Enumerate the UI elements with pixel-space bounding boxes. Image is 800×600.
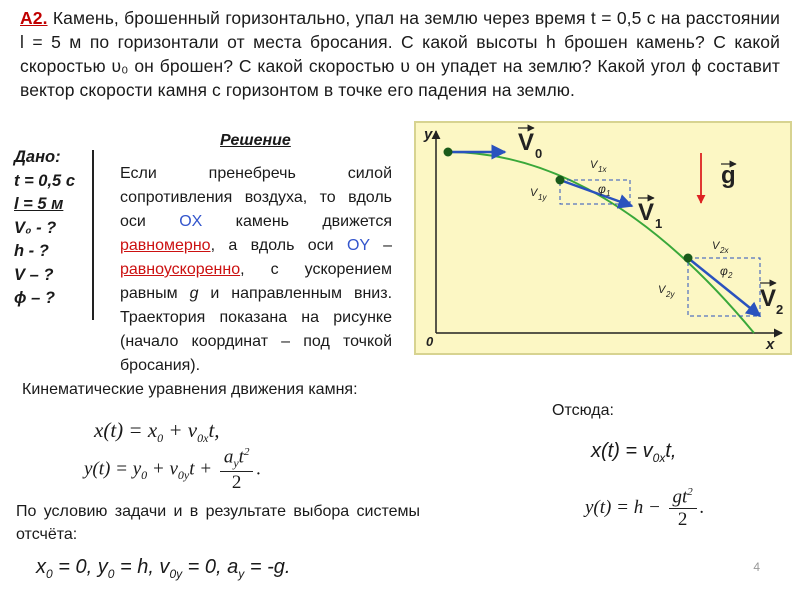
eq-sub: 0: [157, 431, 164, 446]
point-2: [684, 254, 693, 263]
solution-text: [120, 162, 392, 378]
v2-label-sub: 2: [776, 302, 784, 317]
g-label: g: [721, 162, 736, 189]
eq-part: t,: [208, 418, 220, 442]
v2x-label-sub: 2x: [720, 246, 729, 255]
v0-label-sub: 0: [535, 146, 543, 161]
eq-sub: y: [238, 567, 245, 581]
uniform-term: равномерно: [120, 237, 211, 254]
v1y-label-sub: 1y: [538, 193, 547, 202]
kinematics-heading: Кинематические уравнения движения камня:: [22, 381, 358, 398]
frac-part: a: [223, 446, 234, 468]
axis-ox-label: OX: [179, 213, 203, 230]
frac-part: gt: [672, 486, 688, 508]
solution-part: камень движется: [202, 213, 392, 230]
given-title: Дано:: [14, 148, 61, 166]
given-distance: l = 5 м: [14, 195, 64, 213]
eq-part: = -g.: [244, 556, 291, 578]
phi1-label: φ: [598, 182, 606, 196]
hence-label: Отсюда:: [552, 402, 614, 419]
eq-sub: 0x: [197, 431, 209, 446]
v1x-label-sub: 1x: [598, 165, 607, 174]
v2y-label-sub: 2y: [666, 290, 675, 299]
problem-statement: [20, 6, 780, 102]
figure-background: [415, 122, 791, 354]
eq-part: t,: [665, 440, 677, 462]
solution-part: , а вдоль оси: [210, 237, 347, 254]
frac-part: t: [238, 446, 244, 468]
v2x-label: V: [712, 240, 720, 252]
problem-text: Камень, брошенный горизонтально, упал на землю через время t = 0,5 с на расстоянии l = 5 м по горизонтали от места бросания. С какой высоты h брошен камень? С какой скоростью υ₀ он брошен? С какой скоростью υ он упадет на землю? Какой угол ϕ составит вектор скорости камня с горизонтом в точке его падения на землю.: [20, 8, 780, 100]
given-block: [14, 146, 75, 311]
y-equation: [84, 446, 261, 494]
v1x-label: V: [590, 159, 598, 171]
origin-label: 0: [426, 334, 434, 349]
x-axis-label: x: [766, 336, 775, 353]
v2-label: V: [760, 285, 777, 312]
find-h: h - ?: [14, 242, 49, 260]
eq-part: y(t) = y: [84, 458, 142, 480]
phi1-label-sub: 1: [606, 189, 611, 198]
eq-part: .: [256, 458, 262, 480]
eq-part: t +: [189, 458, 217, 480]
find-phi: ϕ – ?: [14, 289, 55, 307]
point-1: [556, 176, 565, 185]
frac-den: 2: [231, 472, 242, 494]
eq-sub: 0: [46, 567, 53, 581]
eq-part: + v: [147, 458, 178, 480]
initial-conditions: [36, 556, 290, 581]
given-time: t = 0,5 с: [14, 171, 75, 190]
conditions-text: По условию задачи и в результате выбора системы отсчёта:: [16, 503, 420, 543]
v0-label: V: [518, 129, 535, 156]
v1-label-sub: 1: [655, 216, 663, 231]
solution-part: , с ускорением равным: [120, 261, 392, 302]
y-axis-label: y: [424, 126, 433, 143]
gravity-fraction: [669, 486, 697, 531]
eq-part: y(t) = h −: [585, 497, 666, 519]
g-symbol: g: [189, 285, 199, 302]
eq-sub: 0y: [177, 468, 190, 483]
eq-part: + v: [163, 418, 198, 442]
v2y-label: V: [658, 284, 666, 296]
find-v0: V₀ - ?: [14, 218, 57, 237]
trajectory-figure: [414, 121, 792, 355]
find-v: V – ?: [14, 265, 54, 284]
phi2-label: φ: [720, 264, 728, 278]
page-number: 4: [753, 560, 760, 574]
eq-part: x(t) = v: [591, 440, 653, 462]
solution-part: –: [369, 237, 392, 254]
solution-part: и направленным вниз. Траектория показана на рисунке (начало координат – под точкой бросания).: [120, 285, 393, 374]
eq-sub: 0: [107, 567, 115, 581]
hence-y-equation: [585, 486, 705, 531]
eq-part: x(t) = x: [94, 418, 158, 442]
axis-oy-label: OY: [346, 237, 370, 254]
eq-part: = 0, y: [52, 556, 108, 578]
eq-part: = h, v: [114, 556, 170, 578]
hence-x-equation: [591, 440, 676, 465]
accelerated-term: равноускоренно: [120, 261, 241, 278]
problem-number: А2.: [20, 8, 48, 28]
phi2-label-sub: 2: [728, 271, 733, 280]
acceleration-fraction: [220, 446, 254, 494]
given-divider: [92, 150, 94, 320]
frac-den: 2: [677, 509, 688, 531]
v1-label: V: [638, 199, 655, 226]
eq-part: x: [36, 556, 46, 578]
v1y-label: V: [530, 187, 538, 199]
eq-part: .: [699, 497, 705, 519]
frac-exp: 2: [687, 486, 693, 498]
eq-part: = 0, a: [182, 556, 239, 578]
frac-sub: y: [233, 456, 239, 471]
solution-title: Решение: [220, 132, 291, 149]
eq-sub: 0: [141, 468, 148, 483]
eq-sub: 0x: [652, 451, 666, 465]
x-equation: [94, 418, 220, 446]
eq-sub: 0y: [169, 567, 183, 581]
point-start: [444, 148, 453, 157]
solution-part: Если пренебречь силой сопротивления воздуха, то вдоль оси: [120, 165, 392, 230]
frac-exp: 2: [243, 446, 250, 458]
